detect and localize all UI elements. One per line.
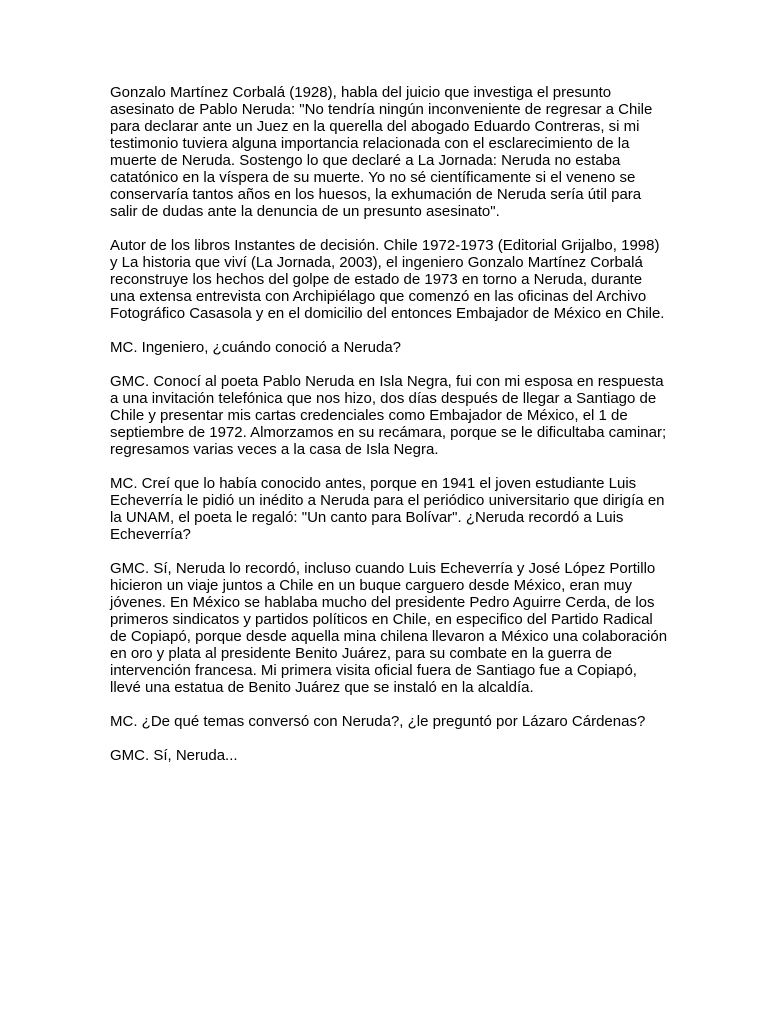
paragraph-answer-2: GMC. Sí, Neruda lo recordó, incluso cuando Luis Echeverría y José López Portillo hicieron un viaje juntos a Chile en un buque carguero desde México, eran muy jóvenes. En México se hablaba mucho del presidente Pedro Aguirre Cerda, de los primeros sindicatos y partidos políticos en Chile, en especifico del Partido Radical de Copiapó, porque desde aquella mina chilena llevaron a México una colaboración en oro y plata al presidente Benito Juárez, para su combate en la guerra de intervención francesa. Mi primera visita oficial fuera de Santiago fue a Copiapó, llevé una estatua de Benito Juárez que se instaló en la alcaldía. bbox=[110, 560, 668, 696]
paragraph-intro: Gonzalo Martínez Corbalá (1928), habla del juicio que investiga el presunto asesinato de Pablo Neruda: "No tendría ningún inconveniente de regresar a Chile para declarar ante un Juez en la querella del abogado Eduardo Contreras, si mi testimonio tuviera alguna importancia relacionada con el esclarecimiento de la muerte de Neruda. Sostengo lo que declaré a La Jornada: Neruda no estaba catatónico en la víspera de su muerte. Yo no sé científicamente si el veneno se conservaría tantos años en los huesos, la exhumación de Neruda sería útil para salir de dudas ante la denuncia de un presunto asesinato". bbox=[110, 84, 653, 220]
paragraph-question-1: MC. Ingeniero, ¿cuándo conoció a Neruda? bbox=[110, 339, 402, 356]
document-page bbox=[110, 84, 670, 781]
paragraph-author: Autor de los libros Instantes de decisión. Chile 1972-1973 (Editorial Grijalbo, 1998) y La historia que viví (La Jornada, 2003), el ingeniero Gonzalo Martínez Corbalá reconstruye los hechos del golpe de estado de 1973 en torno a Neruda, durante una extensa entrevista con Archipiélago que comenzó en las oficinas del Archivo Fotográfico Casasola y en el domicilio del entonces Embajador de México en Chile. bbox=[110, 237, 665, 322]
paragraph-question-2: MC. Creí que lo había conocido antes, porque en 1941 el joven estudiante Luis Echeverría le pidió un inédito a Neruda para el periódico universitario que dirigía en la UNAM, el poeta le regaló: "Un canto para Bolívar". ¿Neruda recordó a Luis Echeverría? bbox=[110, 475, 665, 543]
paragraph-answer-1: GMC. Conocí al poeta Pablo Neruda en Isla Negra, fui con mi esposa en respuesta a una invitación telefónica que nos hizo, dos días después de llegar a Santiago de Chile y presentar mis cartas credenciales como Embajador de México, el 1 de septiembre de 1972. Almorzamos en su recámara, porque se le dificultaba caminar; regresamos varias veces a la casa de Isla Negra. bbox=[110, 373, 667, 458]
paragraph-answer-3: GMC. Sí, Neruda... bbox=[110, 747, 238, 764]
paragraph-question-3: MC. ¿De qué temas conversó con Neruda?, ¿le preguntó por Lázaro Cárdenas? bbox=[110, 713, 646, 730]
